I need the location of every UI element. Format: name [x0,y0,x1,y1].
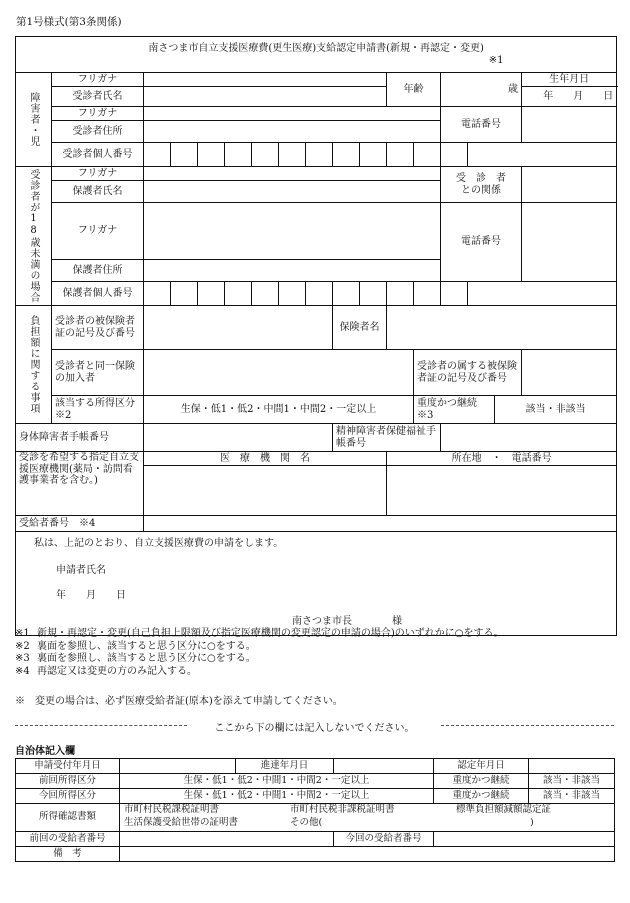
severe-options[interactable]: 該当・非該当 [495,396,617,424]
insurer-label: 保険者名 [333,306,387,350]
patient-name-label: 受診者氏名 [52,87,144,107]
facility-name-header: 医 療 機 関 名 [144,452,387,466]
insurer-field[interactable] [387,306,617,350]
insurance-card-field[interactable] [144,306,333,350]
mynumber-digit[interactable] [414,282,441,306]
severe-label: 重度かつ継続 ※3 [414,396,495,424]
remarks-label: 備 考 [16,847,120,862]
guardian-name-label: 保護者氏名 [52,181,144,203]
prev-number-field [120,832,334,847]
mynumber-digit[interactable] [387,282,414,306]
progress-field [334,759,434,774]
age-field[interactable] [441,73,522,107]
recipient-number-label: 受給者番号 ※4 [16,516,144,532]
change-note: ※ 変更の場合は、必ず医療受給者証(原本)を添えて申請してください。 [15,696,343,707]
mynumber-digit[interactable] [198,143,225,167]
approved-field [529,759,615,774]
curr-income-options: 生保・低1・低2・中間1・中間2・一定以上 [120,789,434,804]
note-mark: ※3 [15,653,30,664]
office-table [15,758,615,862]
title-line1: 南さつま市自立支援医療費(更生医療)支給認定申請書(新規・再認定・変更) [148,43,484,54]
curr-income-label: 今回所得区分 [16,789,120,804]
recipient-number-field[interactable] [144,516,617,532]
facility-location-field[interactable] [387,466,617,516]
birthdate-field[interactable] [522,87,617,107]
mynumber-digit[interactable] [225,143,252,167]
office-title: 自治体記入欄 [15,746,75,757]
doc-3: 標準負担額減額認定証 [456,804,552,815]
income-options[interactable]: 生保・低1・低2・中間1・中間2・一定以上 [144,396,414,424]
mynumber-digit[interactable] [171,143,198,167]
curr-number-field [434,832,615,847]
mynumber-digit[interactable] [144,282,171,306]
mynumber-digit[interactable] [279,282,306,306]
prev-income-label: 前回所得区分 [16,774,120,789]
facility-location-header: 所在地 ・ 電話番号 [387,452,617,466]
note-text: 裏面を参照し、該当すると思う区分に○をする。 [37,640,256,652]
relation-field[interactable] [522,167,617,203]
mynumber-digit[interactable] [360,282,387,306]
note-1 [15,628,625,641]
prev-severe-options: 該当・非該当 [529,774,615,789]
card-holder-label: 受診者の属する被保険者証の記号及び番号 [414,350,522,396]
prev-number-label: 前回の受給者番号 [16,832,120,847]
note-text: 再認定又は変更の方のみ記入する。 [37,665,197,677]
addressee: 南さつま市長 様 [292,616,402,627]
doc-2: 市町村民税非課税証明書 [290,804,395,815]
note-mark: ※4 [15,665,30,677]
curr-severe-options: 該当・非該当 [529,789,615,804]
physical-handbook-field[interactable] [144,424,333,452]
physical-handbook-label: 身体障害者手帳番号 [16,424,144,452]
furigana-label: フリガナ [52,73,144,87]
note-3 [15,653,625,666]
income-class-label: 該当する所得区分 ※2 [52,396,144,424]
mynumber-digit[interactable] [441,143,468,167]
section-burden: 負担額に関する事項 [16,306,52,424]
section-patient: 障害者・児 [16,73,52,167]
mynumber-digit[interactable] [333,282,360,306]
curr-number-label: 今回の受給者番号 [334,832,434,847]
furigana-label: フリガナ [52,167,144,181]
notes [15,628,625,678]
mynumber-digit[interactable] [333,143,360,167]
guardian-mynumber-label: 保護者個人番号 [52,282,144,306]
age-label: 年齢 [387,73,441,107]
phone-label: 電話番号 [441,107,522,143]
furigana-label: フリガナ [52,203,144,260]
note-text: 裏面を参照し、該当すると思う区分に○をする。 [37,653,256,664]
doc-5: その他( [290,817,323,828]
mynumber-digit[interactable] [279,143,306,167]
birthdate-label: 生年月日 [522,73,617,87]
mynumber-digit[interactable] [144,143,171,167]
form-title [16,37,617,73]
guardian-address-label: 保護者住所 [52,260,144,282]
desired-facility-label: 受診を希望する指定自立支援医療機関(薬局・訪問看護事業者を含む。) [16,452,144,516]
mynumber-digit[interactable] [252,282,279,306]
mynumber-digit[interactable] [225,282,252,306]
card-holder-field[interactable] [522,350,617,396]
mynumber-digit[interactable] [306,143,333,167]
application-table [15,36,617,636]
section-under18: 受診者が18歳未満の場合 [16,167,52,306]
note-2 [15,641,625,654]
patient-phone-field[interactable] [522,107,617,143]
mynumber-digit[interactable] [171,282,198,306]
mynumber-digit[interactable] [360,143,387,167]
form-number: 第1号様式(第3条関係) [16,16,122,28]
progress-label: 進達年月日 [236,759,334,774]
mynumber-digit[interactable] [306,282,333,306]
age-unit: 歳 [508,83,518,95]
mynumber-digit[interactable] [198,282,225,306]
declaration-text: 私は、上記のとおり、自立支援医療費の申請をします。 [34,538,284,549]
furigana-label: フリガナ [52,107,144,121]
note-mark: ※2 [15,640,30,652]
same-insurance-field[interactable] [144,350,414,396]
note-text: 新規・再認定・変更(自己負担上限額及び指定医療機関の変更認定の申請の場合)のいずれかに○をする。 [37,628,504,639]
title-note-mark: ※1 [488,54,504,66]
mental-handbook-field[interactable] [441,424,617,452]
patient-mynumber-label: 受診者個人番号 [52,143,144,167]
birthdate-units: 年 月 日 [543,90,614,102]
prev-severe-label: 重度かつ継続 [434,774,529,789]
relation-label: 受 診 者 との関係 [441,167,522,203]
received-label: 申請受付年月日 [16,759,120,774]
mynumber-digit[interactable] [387,143,414,167]
guardian-address-furigana-field[interactable] [144,203,441,260]
remarks-field [120,847,615,862]
declaration-block [16,532,617,636]
mynumber-digit[interactable] [441,282,468,306]
insurance-card-label: 受診者の被保険者証の記号及び番号 [52,306,144,350]
applicant-label: 申請者氏名 [56,565,106,576]
guardian-phone-field[interactable] [522,203,617,282]
mynumber-digit[interactable] [252,143,279,167]
mynumber-spare [468,282,617,306]
doc-5-close: ) [530,817,534,828]
patient-furigana-field[interactable] [144,73,387,87]
received-field [120,759,236,774]
patient-name-field[interactable] [144,87,387,107]
mental-handbook-label: 精神障害者保健福祉手帳番号 [333,424,441,452]
mynumber-spare [468,143,617,167]
phone-label: 電話番号 [441,203,522,282]
guardian-furigana-field[interactable] [144,167,441,181]
note-4 [15,666,625,679]
patient-address-field[interactable] [144,121,441,143]
facility-name-field[interactable] [144,466,387,516]
divider-text: ここから下の欄には記入しないでください。 [214,723,415,734]
docs-list [120,804,615,832]
doc-4: 生活保護受給世帯の証明書 [124,817,239,828]
declaration-date: 年 月 日 [56,590,126,601]
doc-1: 市町村民税課税証明書 [124,804,220,815]
curr-severe-label: 重度かつ継続 [434,789,529,804]
guardian-name-field[interactable] [144,181,441,203]
docs-label: 所得確認書類 [16,804,120,832]
guardian-address-field[interactable] [144,260,441,282]
patient-address-furigana-field[interactable] [144,107,441,121]
approved-label: 認定年月日 [434,759,529,774]
patient-address-label: 受診者住所 [52,121,144,143]
note-mark: ※1 [15,628,30,639]
office-divider [15,719,614,734]
same-insurance-label: 受診者と同一保険の加入者 [52,350,144,396]
prev-income-options: 生保・低1・低2・中間1・中間2・一定以上 [120,774,434,789]
mynumber-digit[interactable] [414,143,441,167]
